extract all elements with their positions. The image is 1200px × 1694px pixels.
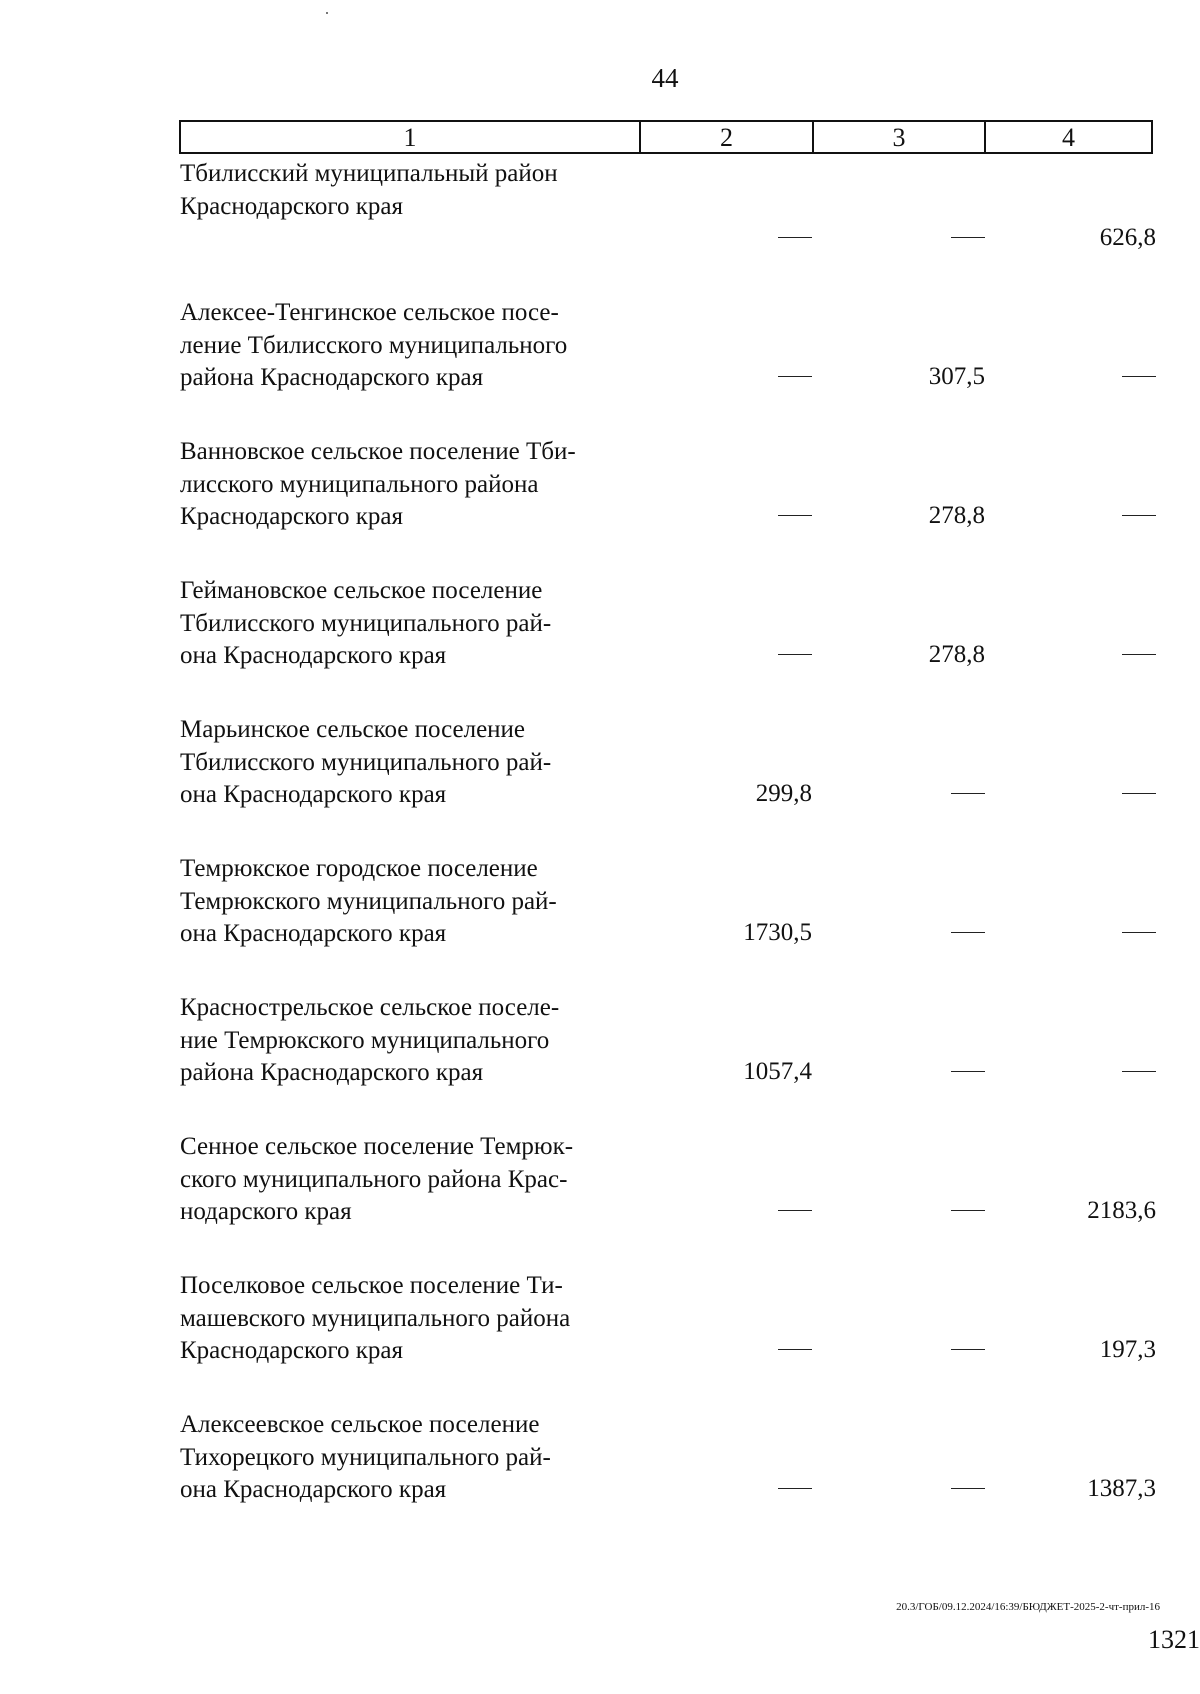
empty-dash xyxy=(1122,932,1156,933)
municipality-name-line: лисского муниципального района xyxy=(180,470,539,498)
value-col2 xyxy=(640,220,812,252)
municipality-name-line: машевского муниципального района xyxy=(180,1304,571,1332)
page-number: 44 xyxy=(651,63,679,93)
value-col4: 2183,6 xyxy=(1087,1197,1156,1224)
table-row xyxy=(0,158,1200,297)
municipality-name xyxy=(180,297,640,395)
sheet-number: 1321 xyxy=(1148,1625,1200,1654)
scan-mark xyxy=(326,12,328,14)
municipality-name-line: Тбилисский муниципальный район xyxy=(180,160,558,187)
municipality-name xyxy=(180,575,640,673)
header-col-3: 3 xyxy=(814,122,986,152)
value-col4 xyxy=(986,915,1156,947)
municipality-name-line: Краснодарского края xyxy=(180,192,403,220)
value-col4 xyxy=(986,1054,1156,1086)
table-row xyxy=(0,1409,1200,1548)
header-col-2: 2 xyxy=(641,122,814,152)
municipality-name xyxy=(180,1131,640,1229)
municipality-name-line: она Краснодарского края xyxy=(180,920,447,947)
municipality-name xyxy=(180,714,640,812)
empty-dash xyxy=(1122,376,1156,377)
value-col4: 1387,3 xyxy=(1087,1475,1156,1502)
table-row xyxy=(0,575,1200,714)
empty-dash xyxy=(778,237,812,238)
value-col3: 278,8 xyxy=(928,502,985,529)
municipality-name-line: Алексеевское сельское поселение xyxy=(180,1411,540,1438)
municipality-name xyxy=(180,436,640,534)
table-row xyxy=(0,297,1200,436)
value-col4 xyxy=(986,637,1156,669)
value-col3: 307,5 xyxy=(928,363,985,390)
value-col3 xyxy=(813,1332,985,1364)
municipality-name xyxy=(180,992,640,1090)
value-col2: 1057,4 xyxy=(743,1058,812,1085)
empty-dash xyxy=(778,1210,812,1211)
municipality-name xyxy=(180,1270,640,1368)
value-col2 xyxy=(640,498,812,530)
empty-dash xyxy=(951,1488,985,1489)
table-row xyxy=(0,853,1200,992)
value-col3 xyxy=(813,1193,985,1225)
empty-dash xyxy=(951,932,985,933)
empty-dash xyxy=(951,793,985,794)
table-row xyxy=(0,992,1200,1131)
value-col4 xyxy=(986,498,1156,530)
value-col3 xyxy=(813,220,985,252)
empty-dash xyxy=(1122,793,1156,794)
municipality-name-line: ние Темрюкского муниципального xyxy=(180,1026,550,1054)
value-col2 xyxy=(640,637,812,669)
municipality-name-line: Поселковое сельское поселение Ти- xyxy=(180,1272,563,1299)
empty-dash xyxy=(778,1349,812,1350)
municipality-name-line: Ванновское сельское поселение Тби- xyxy=(180,438,576,465)
municipality-name-line: Краснодарского края xyxy=(180,503,403,530)
empty-dash xyxy=(1122,1071,1156,1072)
municipality-name-line: она Краснодарского края xyxy=(180,781,447,808)
value-col4: 626,8 xyxy=(1099,224,1156,251)
value-col3 xyxy=(813,915,985,947)
municipality-name-line: она Краснодарского края xyxy=(180,1476,447,1503)
table-row xyxy=(0,1270,1200,1409)
value-col2 xyxy=(640,1193,812,1225)
value-col2: 1730,5 xyxy=(743,919,812,946)
empty-dash xyxy=(778,515,812,516)
empty-dash xyxy=(951,1071,985,1072)
value-col4 xyxy=(986,776,1156,808)
value-col2 xyxy=(640,1471,812,1503)
municipality-name-line: Тбилисского муниципального рай- xyxy=(180,609,552,637)
empty-dash xyxy=(1122,515,1156,516)
value-col3: 278,8 xyxy=(928,641,985,668)
empty-dash xyxy=(778,654,812,655)
municipality-name-line: нодарского края xyxy=(180,1198,352,1225)
value-col2: 299,8 xyxy=(755,780,812,807)
value-col4: 197,3 xyxy=(1099,1336,1156,1363)
municipality-name-line: района Краснодарского края xyxy=(180,1059,484,1086)
value-col4 xyxy=(986,359,1156,391)
table-body xyxy=(0,158,1200,1548)
empty-dash xyxy=(778,376,812,377)
municipality-name-line: Темрюкское городское поселение xyxy=(180,855,538,882)
table-row xyxy=(0,436,1200,575)
value-col2 xyxy=(640,1332,812,1364)
municipality-name-line: Краснодарского края xyxy=(180,1337,403,1364)
document-code: 20.3/ГОБ/09.12.2024/16:39/БЮДЖЕТ-2025-2-чт-прил-16 xyxy=(896,1601,1160,1613)
header-col-1: 1 xyxy=(181,122,641,152)
value-col3 xyxy=(813,1054,985,1086)
municipality-name-line: ского муниципального района Крас- xyxy=(180,1165,568,1193)
municipality-name-line: Тбилисского муниципального рай- xyxy=(180,748,552,776)
municipality-name xyxy=(180,158,640,223)
empty-dash xyxy=(951,1349,985,1350)
municipality-name-line: Краснострельское сельское поселе- xyxy=(180,994,560,1021)
municipality-name-line: района Краснодарского края xyxy=(180,364,484,391)
municipality-name xyxy=(180,853,640,951)
value-col3 xyxy=(813,1471,985,1503)
municipality-name-line: она Краснодарского края xyxy=(180,642,447,669)
municipality-name-line: Алексее-Тенгинское сельское посе- xyxy=(180,299,559,326)
header-col-4: 4 xyxy=(1062,123,1075,152)
empty-dash xyxy=(778,1488,812,1489)
municipality-name-line: Тихорецкого муниципального рай- xyxy=(180,1443,551,1471)
table-header xyxy=(179,120,1153,154)
empty-dash xyxy=(1122,654,1156,655)
empty-dash xyxy=(951,237,985,238)
value-col2 xyxy=(640,359,812,391)
empty-dash xyxy=(951,1210,985,1211)
table-row xyxy=(0,1131,1200,1270)
municipality-name-line: ление Тбилисского муниципального xyxy=(180,331,568,359)
municipality-name-line: Сенное сельское поселение Темрюк- xyxy=(180,1133,574,1160)
municipality-name-line: Темрюкского муниципального рай- xyxy=(180,887,557,915)
municipality-name-line: Геймановское сельское поселение xyxy=(180,577,543,604)
table-row xyxy=(0,714,1200,853)
municipality-name xyxy=(180,1409,640,1507)
municipality-name-line: Марьинское сельское поселение xyxy=(180,716,526,743)
value-col3 xyxy=(813,776,985,808)
